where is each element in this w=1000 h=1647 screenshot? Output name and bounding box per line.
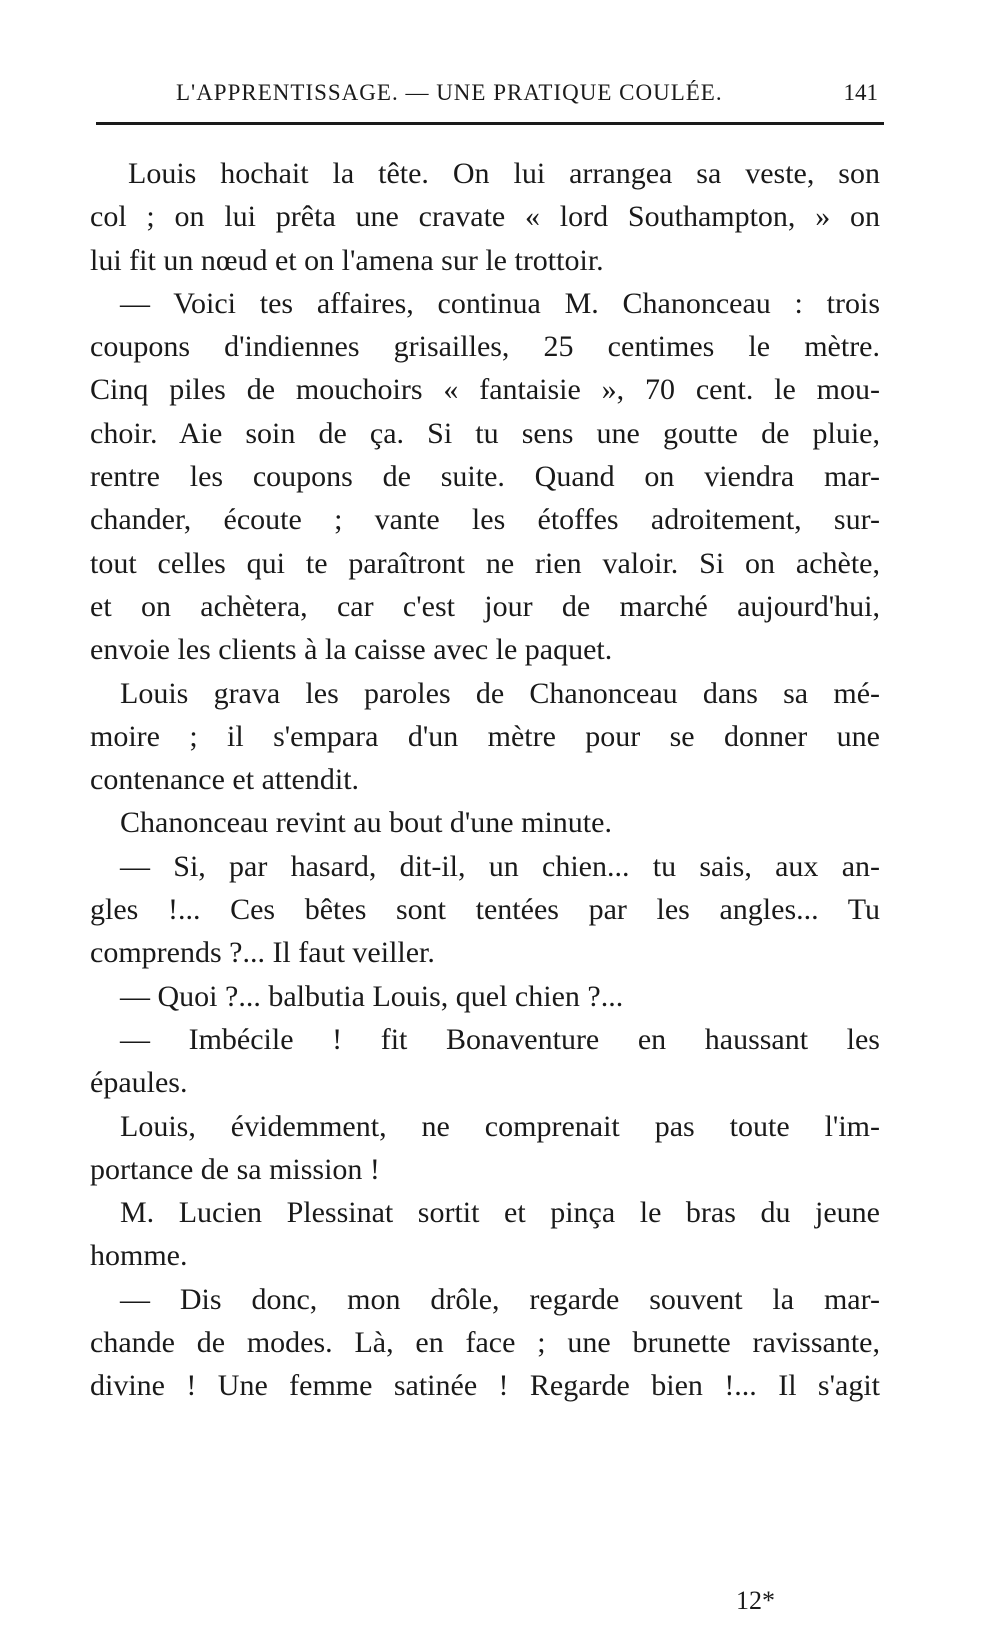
text-line: M. Lucien Plessinat sortit et pinça le bras du jeune [120,1196,880,1230]
text-line: portance de sa mission ! [90,1152,380,1186]
text-line: divine ! Une femme satinée ! Regarde bien !... Il s'agit [90,1369,880,1403]
text-line: épaules. [90,1066,188,1100]
text-line: chander, écoute ; vante les étoffes adroitement, sur- [90,503,880,537]
text-line: comprends ?... Il faut veiller. [90,936,435,970]
text-line: Louis grava les paroles de Chanonceau dans sa mé- [120,676,880,710]
text-line: col ; on lui prêta une cravate « lord Southampton, » on [90,200,880,234]
running-head [96,80,884,120]
text-line: lui fit un nœud et on l'amena sur le trottoir. [90,243,604,277]
text-line: tout celles qui te paraîtront ne rien valoir. Si on achète, [90,546,880,580]
text-line: — Dis donc, mon drôle, regarde souvent la mar- [120,1282,880,1316]
text-line: Louis, évidemment, ne comprenait pas toute l'im- [120,1109,880,1143]
text-line: Chanonceau revint au bout d'une minute. [120,806,612,840]
body-text [90,152,880,1408]
text-line: gles !... Ces bêtes sont tentées par les angles... Tu [90,893,880,927]
text-line: Cinq piles de mouchoirs « fantaisie », 70 cent. le mou- [90,373,880,407]
text-line: chande de modes. Là, en face ; une brunette ravissante, [90,1326,880,1360]
text-line: choir. Aie soin de ça. Si tu sens une goutte de pluie, [90,416,880,450]
page-number: 141 [843,80,878,105]
text-line: homme. [90,1239,188,1273]
text-line: — Quoi ?... balbutia Louis, quel chien ?... [120,979,624,1013]
signature-mark: 12* [736,1586,775,1615]
text-line: rentre les coupons de suite. Quand on viendra mar- [90,460,880,494]
text-line: — Imbécile ! fit Bonaventure en haussant les [120,1022,880,1056]
text-line: moire ; il s'empara d'un mètre pour se donner une [90,719,880,753]
text-line: envoie les clients à la caisse avec le paquet. [90,633,613,667]
text-line: contenance et attendit. [90,763,360,797]
text-line: Louis hochait la tête. On lui arrangea sa veste, son [128,157,880,190]
text-line: — Si, par hasard, dit-il, un chien... tu sais, aux an- [120,849,880,883]
text-line: coupons d'indiennes grisailles, 25 centimes le mètre. [90,330,880,364]
running-title: L'APPRENTISSAGE. — UNE PRATIQUE COULÉE. [176,80,723,105]
text-line: et on achètera, car c'est jour de marché aujourd'hui, [90,589,880,623]
text-line: — Voici tes affaires, continua M. Chanonceau : trois [120,286,880,320]
header-rule [96,122,884,125]
